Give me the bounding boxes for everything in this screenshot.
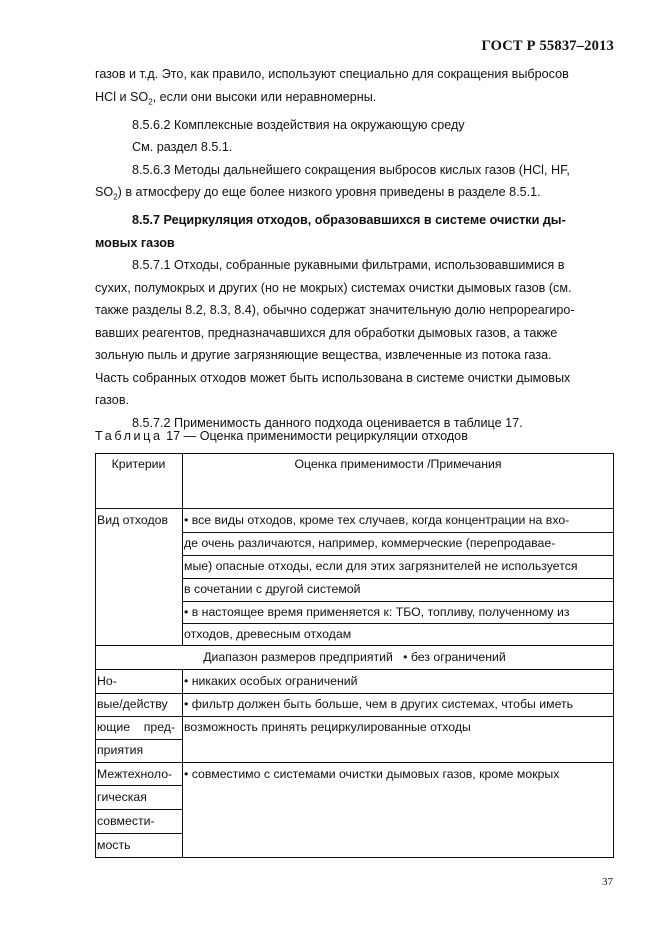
assessment-line: • никаких особых ограничений (184, 674, 358, 688)
criterion-waste-type: Вид отходов (97, 513, 168, 527)
criterion-compatibility: Межтехноло- (97, 767, 173, 781)
section-8-5-6-2: 8.5.6.2 Комплексные воздействия на окружающую среду (132, 117, 465, 132)
criterion-new-existing: ющие пред- (97, 720, 176, 734)
page-number: 37 (602, 876, 613, 888)
criterion-new-existing: приятия (97, 743, 144, 757)
column-header-criteria: Критерии (111, 457, 166, 471)
assessment-line: • фильтр должен быть больше, чем в других системах, чтобы иметь (184, 697, 574, 711)
body-text (95, 63, 613, 434)
table-caption: Таблица 17 — Оценка применимости рециркуляции отходов (95, 429, 468, 443)
column-divider (182, 669, 183, 858)
section-heading-8-5-7: 8.5.7 Рециркуляция отходов, образовавшихся в системе очистки ды- (132, 213, 566, 228)
section-heading-8-5-7-line2: мовых газов (95, 235, 175, 250)
assessment-line: мые) опасные отходы, если для этих загрязнителей не используется (184, 559, 578, 573)
criterion-compatibility: совмести- (97, 814, 155, 828)
para-line: газов. (95, 393, 130, 408)
assessment-line: • в настоящее время применяется к: ТБО, топливу, полученному из (184, 605, 570, 619)
section-8-5-7-2: 8.5.7.2 Применимость данного подхода оценивается в таблице 17. (132, 415, 523, 430)
assessment-line: в сочетании с другой системой (184, 582, 361, 596)
assessment-line: де очень различаются, например, коммерческие (перепродавае- (184, 536, 556, 550)
para-line: сухих, полумокрых и других (но не мокрых) системах очистки дымовых газов (см. (95, 280, 572, 295)
assessment-line: возможность принять рециркулированные отходы (184, 720, 471, 734)
criterion-new-existing: вые/действу (97, 697, 168, 711)
assessment-line: отходов, древесным отходам (184, 627, 352, 641)
column-divider (182, 453, 183, 645)
assessment-line: • совместимо с системами очистки дымовых газов, кроме мокрых (184, 767, 560, 781)
section-8-5-6-3-line2: $SO_2$) в атмосферу до еще более низкого уровня приведены в разделе 8.5.1. (95, 185, 541, 202)
para-line: также разделы 8.2, 8.3, 8.4), обычно содержат значительную долю непрореагиро- (95, 303, 575, 318)
criterion-compatibility: мость (97, 838, 131, 852)
criterion-new-existing: Но- (97, 674, 117, 688)
see-section: См. раздел 8.5.1. (132, 140, 233, 155)
para-line: Часть собранных отходов может быть использована в системе очистки дымовых (95, 370, 571, 385)
applicability-table (95, 453, 614, 858)
section-8-5-6-3: 8.5.6.3 Методы дальнейшего сокращения выбросов кислых газов (HCl, HF, (132, 162, 570, 177)
standard-header: ГОСТ Р 55837–2013 (481, 38, 614, 54)
plant-size-range-row: Диапазон размеров предприятий • без ограничений (203, 650, 506, 664)
column-header-assessment: Оценка применимости /Примечания (294, 457, 502, 471)
criterion-compatibility: гическая (97, 790, 147, 804)
assessment-line: • все виды отходов, кроме тех случаев, когда концентрации на вхо- (184, 513, 570, 527)
paragraph-continuation: газов и т.д. Это, как правило, используют специально для сокращения выбросов (95, 67, 569, 81)
paragraph-continuation-line2: HCl и $SO_2$, если они высоки или неравномерны. (95, 89, 377, 107)
para-line: зольную пыль и другие загрязняющие вещества, извлеченные из потока газа. (95, 348, 552, 363)
para-line: 8.5.7.1 Отходы, собранные рукавными фильтрами, использовавшимися в (132, 258, 565, 273)
para-line: вавших реагентов, предназначавшихся для обработки дымовых газов, а также (95, 325, 558, 340)
table-border-bottom (95, 857, 614, 858)
